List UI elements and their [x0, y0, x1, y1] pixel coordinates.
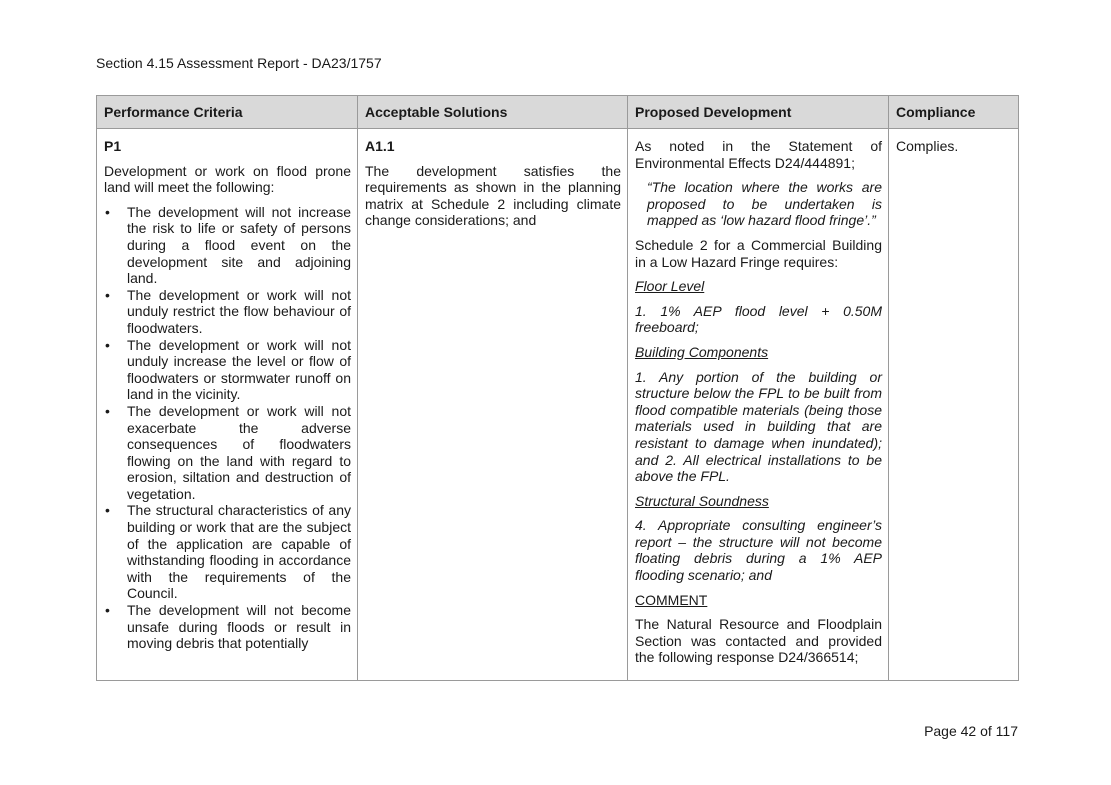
- page-number: Page 42 of 117: [924, 723, 1018, 739]
- structural-soundness-text: 4. Appropriate consulting engineer’s report – the structure will not become floating debris during a 1% AEP flooding scenario; and: [635, 517, 882, 584]
- floor-level-heading: Floor Level: [635, 278, 705, 295]
- bullet-text: The development or work will not exacerbate the adverse consequences of floodwaters flowing on the land with regard to erosion, siltation and destruction of vegetation.: [127, 402, 351, 502]
- compliance-cell: [889, 129, 1019, 681]
- acceptable-text: The development satisfies the requirements as shown in the planning matrix at Schedule 2 including climate change considerations; and: [365, 162, 621, 229]
- table-row: [97, 129, 1019, 681]
- bullet-text: The structural characteristics of any building or work that are the subject of the application are capable of withstanding flooding in accordance with the requirements of the Council.: [127, 502, 351, 602]
- proposed-quote: “The location where the works are proposed to be undertaken is mapped as ‘low hazard flood fringe’.”: [647, 179, 882, 229]
- compliance-status: Complies.: [896, 138, 959, 154]
- list-item: [104, 337, 351, 403]
- bullet-icon: •: [105, 502, 110, 519]
- proposed-intro: As noted in the Statement of Environmental Effects D24/444891;: [635, 138, 882, 171]
- floor-level-text: 1. 1% AEP flood level + 0.50M freeboard;: [635, 302, 882, 336]
- proposed-cell: [628, 129, 889, 681]
- acceptable-id: A1.1: [365, 138, 395, 154]
- list-item: [104, 602, 351, 652]
- performance-cell: [97, 129, 358, 681]
- list-item: [104, 204, 351, 287]
- assessment-table: [96, 95, 1019, 681]
- bullet-text: The development or work will not unduly restrict the flow behaviour of floodwaters.: [127, 286, 351, 336]
- comment-heading: COMMENT: [635, 591, 708, 608]
- list-item: [104, 287, 351, 337]
- building-components-heading: Building Components: [635, 343, 769, 360]
- bullet-icon: •: [105, 203, 110, 220]
- performance-intro: Development or work on flood prone land will meet the following:: [104, 162, 351, 196]
- list-item: [104, 403, 351, 503]
- column-header-performance: Performance Criteria: [97, 96, 358, 129]
- bullet-icon: •: [105, 602, 110, 619]
- table-header-row: [97, 96, 1019, 129]
- comment-text: The Natural Resource and Floodplain Section was contacted and provided the following response D24/366514;: [635, 616, 882, 666]
- list-item: [104, 502, 351, 602]
- bullet-text: The development or work will not unduly increase the level or flow of floodwaters or stormwater runoff on land in the vicinity.: [127, 336, 351, 403]
- column-header-proposed: Proposed Development: [628, 96, 889, 129]
- bullet-icon: •: [105, 402, 110, 419]
- page-header: Section 4.15 Assessment Report - DA23/1757: [96, 55, 382, 71]
- bullet-icon: •: [105, 286, 110, 303]
- bullet-icon: •: [105, 336, 110, 353]
- acceptable-cell: [358, 129, 628, 681]
- bullet-text: The development will not increase the risk to life or safety of persons during a flood event on the development site and adjoining land.: [127, 203, 351, 287]
- performance-id: P1: [104, 138, 122, 154]
- building-components-text: 1. Any portion of the building or structure below the FPL to be built from flood compatible materials (being those materials used in building that are resistant to damage when inundated); and 2. All electrical installations to be above the FPL.: [635, 368, 882, 485]
- column-header-acceptable: Acceptable Solutions: [358, 96, 628, 129]
- performance-bullet-list: [104, 204, 351, 652]
- proposed-schedule: Schedule 2 for a Commercial Building in a Low Hazard Fringe requires:: [635, 236, 882, 270]
- bullet-text: The development will not become unsafe during floods or result in moving debris that potentially: [127, 602, 351, 652]
- column-header-compliance: Compliance: [889, 96, 1019, 129]
- structural-soundness-heading: Structural Soundness: [635, 492, 769, 509]
